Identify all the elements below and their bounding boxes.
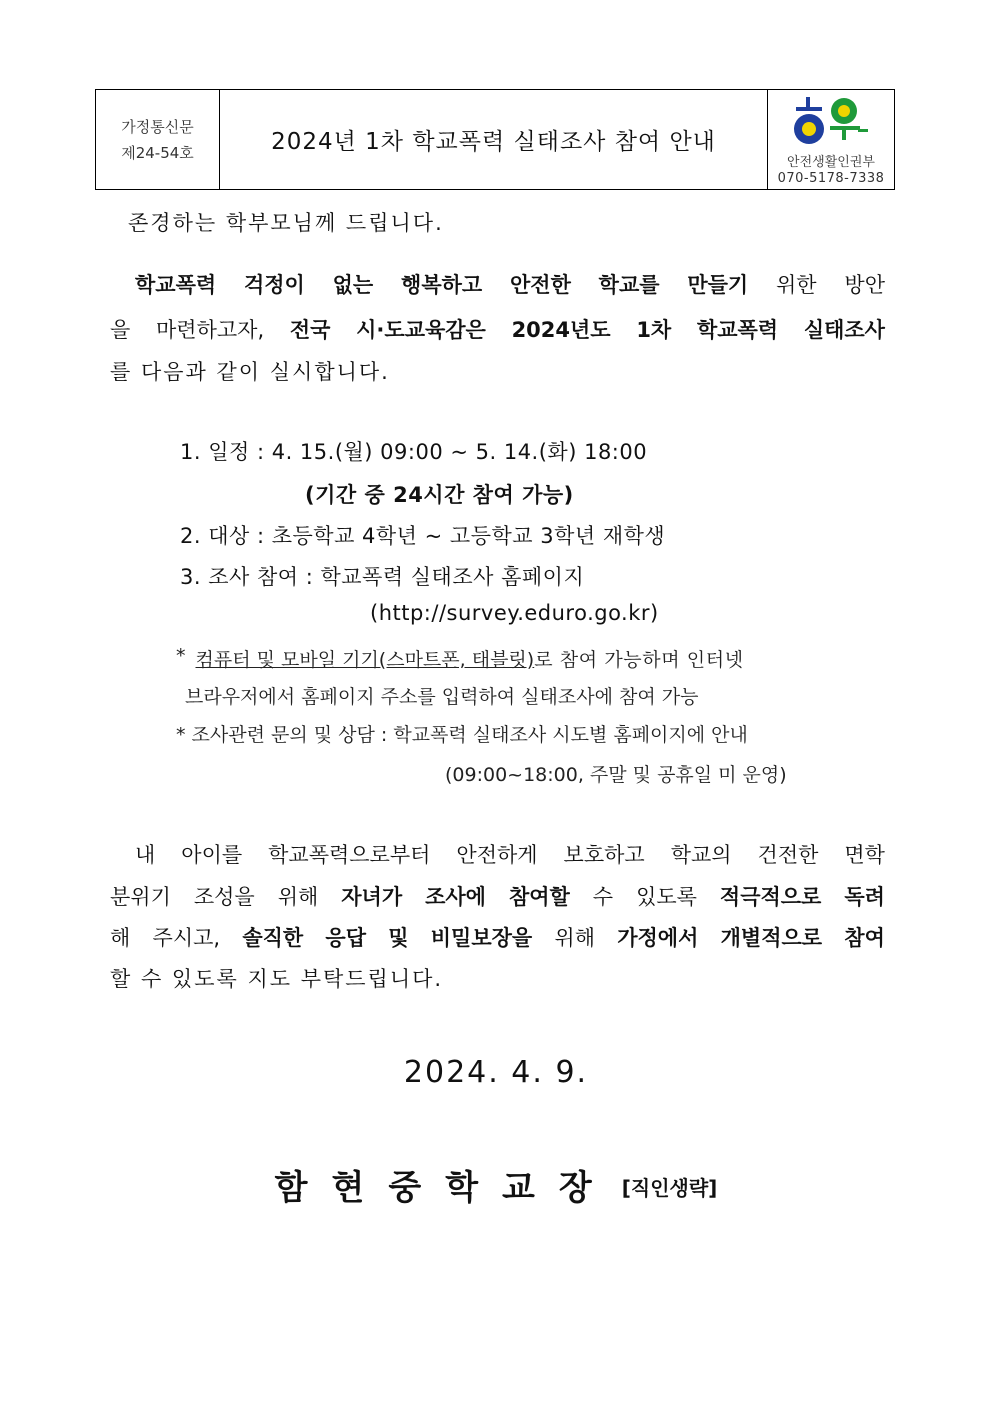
item-participation: 3. 조사 참여 : 학교폭력 실태조사 홈페이지 <box>180 565 585 589</box>
intro-word: 안전한 <box>510 273 571 297</box>
closing-word: 위해 <box>277 885 319 909</box>
closing-word: 비밀보장을 <box>430 926 533 950</box>
closing-word: 있도록 <box>636 885 697 909</box>
doc-title: 2024년 1차 학교폭력 실태조사 참여 안내 <box>220 90 768 189</box>
intro-line-3: 를 다음과 같이 실시합니다. <box>110 360 390 384</box>
intro-word: 시·도교육감은 <box>356 318 486 342</box>
note-devices-line-2: 브라우저에서 홈페이지 주소를 입력하여 실태조사에 참여 가능 <box>185 686 699 708</box>
school-emblem-icon <box>792 93 870 149</box>
closing-word: 학교폭력으로부터 <box>268 843 431 867</box>
intro-word: 학교를 <box>598 273 660 297</box>
closing-word: 면학 <box>844 843 885 867</box>
note-devices-rest: 로 참여 가능하며 인터넷 <box>534 649 744 671</box>
note-devices <box>176 645 885 672</box>
closing-word: 참여 <box>844 926 885 950</box>
closing-line-3 <box>110 922 885 952</box>
principal-name: 함현중학교장 <box>274 1168 616 1208</box>
note-devices-underlined: 컴퓨터 및 모바일 기기(스마트폰, 태블릿) <box>195 649 535 671</box>
closing-word: 해 <box>110 926 131 950</box>
item-schedule: 1. 일정 : 4. 15.(월) 09:00 ~ 5. 14.(화) 18:00 <box>180 440 648 464</box>
signature <box>0 1160 992 1209</box>
closing-word: 보호하고 <box>563 843 645 867</box>
closing-word: 주시고, <box>152 926 221 950</box>
seal-omitted: [직인생략] <box>621 1176 718 1200</box>
note-inquiry-hours: (09:00~18:00, 주말 및 공휴일 미 운영) <box>445 764 787 786</box>
closing-word: 건전한 <box>757 843 819 867</box>
closing-word: 아이를 <box>181 843 243 867</box>
intro-word: 없는 <box>332 273 374 297</box>
closing-word: 조사에 <box>425 885 486 909</box>
closing-word: 응답 <box>325 926 366 950</box>
closing-word: 안전하게 <box>456 843 538 867</box>
dept-name: 안전생활인권부 <box>787 155 875 170</box>
closing-word: 조성을 <box>193 885 255 909</box>
item-schedule-note: (기간 중 24시간 참여 가능) <box>305 483 574 507</box>
closing-word: 독려 <box>844 885 885 909</box>
closing-line-1 <box>135 839 885 869</box>
intro-word: 만들기 <box>687 273 749 297</box>
intro-word: 실태조사 <box>803 318 885 342</box>
closing-word: 위해 <box>554 926 595 950</box>
header-right-cell <box>768 90 894 189</box>
intro-word: 걱정이 <box>243 273 305 297</box>
closing-word: 참여할 <box>508 885 570 909</box>
intro-word: 위한 <box>776 273 817 297</box>
survey-url: (http://survey.eduro.go.kr) <box>370 601 659 625</box>
closing-word: 개별적으로 <box>720 926 823 950</box>
closing-word: 솔직한 <box>242 926 304 950</box>
intro-line-1 <box>135 269 885 299</box>
intro-word: 방안 <box>844 273 885 297</box>
header-left-cell <box>96 90 220 189</box>
intro-word: 학교폭력 <box>135 273 217 297</box>
intro-word: 학교폭력 <box>696 318 779 342</box>
closing-word: 분위기 <box>110 885 171 909</box>
closing-line-2 <box>110 881 885 911</box>
closing-word: 가정에서 <box>617 926 699 950</box>
intro-word: 행복하고 <box>401 273 483 297</box>
closing-line-4: 할 수 있도록 지도 부탁드립니다. <box>110 967 444 991</box>
doc-category: 가정통신문 <box>121 117 194 136</box>
closing-word: 자녀가 <box>341 885 403 909</box>
dept-phone: 070-5178-7338 <box>777 171 885 186</box>
closing-word: 수 <box>592 885 614 909</box>
closing-word: 적극적으로 <box>719 885 822 909</box>
closing-word: 내 <box>135 843 156 867</box>
intro-line-2 <box>110 314 885 344</box>
closing-word: 및 <box>388 926 409 950</box>
intro-word: 2024년도 <box>511 318 611 342</box>
intro-word: 1차 <box>636 318 672 342</box>
issue-date: 2024. 4. 9. <box>403 1055 589 1090</box>
intro-word: 전국 <box>289 318 331 342</box>
closing-word: 학교의 <box>670 843 732 867</box>
item-target: 2. 대상 : 초등학교 4학년 ~ 고등학교 3학년 재학생 <box>180 524 666 548</box>
header-box <box>95 89 895 190</box>
note-star: * <box>176 645 186 667</box>
note-inquiry: * 조사관련 문의 및 상담 : 학교폭력 실태조사 시도별 홈페이지에 안내 <box>176 724 748 746</box>
intro-word: 마련하고자, <box>156 318 265 342</box>
intro-word: 을 <box>110 318 131 342</box>
greeting: 존경하는 학부모님께 드립니다. <box>128 211 444 235</box>
doc-number: 제24-54호 <box>121 143 194 162</box>
